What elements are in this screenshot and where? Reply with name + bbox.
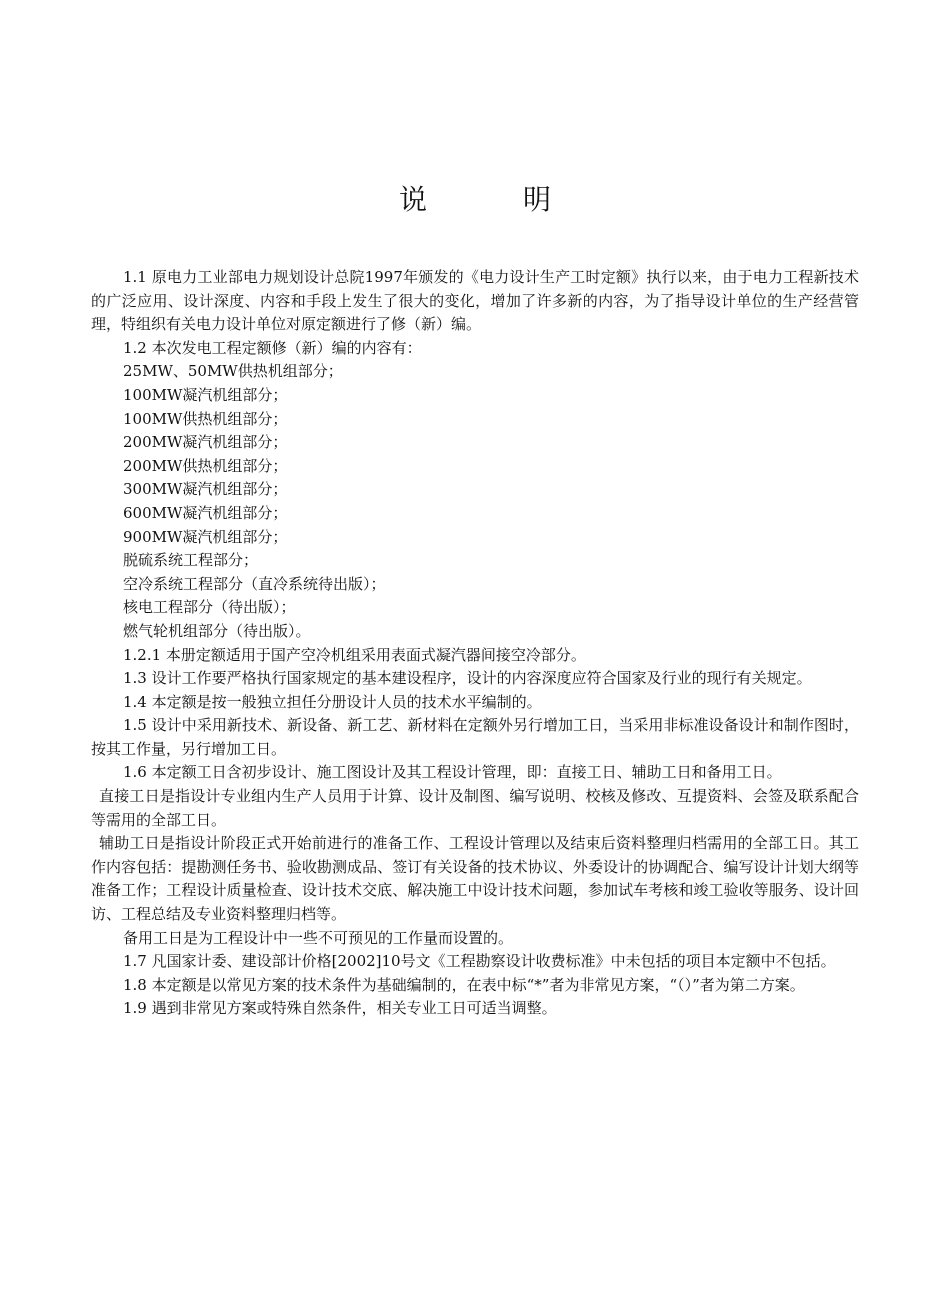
paragraph-direct-workdays: 直接工日是指设计专业组内生产人员用于计算、设计及制图、编写说明、校核及修改、互提资料、会签及联系配合等需用的全部工日。 xyxy=(91,787,859,829)
paragraph-1-1: 1.1 原电力工业部电力规划设计总院1997年颁发的《电力设计生产工时定额》执行以来，由于电力工程新技术的广泛应用、设计深度、内容和手段上发生了很大的变化，增加了许多新的内容，为了指导设计单位的生产经营管理，特组织有关电力设计单位对原定额进行了修（新）编。 xyxy=(91,268,859,334)
document-page xyxy=(91,0,859,1290)
list-item: 空冷系统工程部分（直冷系统待出版）； xyxy=(123,574,386,593)
page-title: 说 明 xyxy=(398,183,585,216)
paragraph-1-2-1: 1.2.1 本册定额适用于国产空冷机组采用表面式凝汽器间接空冷部分。 xyxy=(123,645,586,664)
paragraph-1-6: 1.6 本定额工日含初步设计、施工图设计及其工程设计管理，即：直接工日、辅助工日和备用工日。 xyxy=(123,763,782,782)
paragraph-1-5: 1.5 设计中采用新技术、新设备、新工艺、新材料在定额外另行增加工日，当采用非标准设备设计和制作图时，按其工作量，另行增加工日。 xyxy=(91,716,859,758)
list-item: 100MW供热机组部分； xyxy=(123,409,288,428)
list-item: 600MW凝汽机组部分； xyxy=(123,503,288,522)
list-item: 200MW凝汽机组部分； xyxy=(123,433,288,452)
paragraph-reserve-workdays: 备用工日是为工程设计中一些不可预见的工作量而设置的。 xyxy=(123,928,514,947)
paragraph-1-8: 1.8 本定额是以常见方案的技术条件为基础编制的，在表中标“*”者为非常见方案，“（）”者为第二方案。 xyxy=(123,975,805,994)
paragraph-1-4: 1.4 本定额是按一般独立担任分册设计人员的技术水平编制的。 xyxy=(123,692,542,711)
list-item: 200MW供热机组部分； xyxy=(123,456,288,475)
paragraph-1-7: 1.7 凡国家计委、建设部计价格[2002]10号文《工程勘察设计收费标准》中未包括的项目本定额中不包括。 xyxy=(123,952,836,971)
list-item: 脱硫系统工程部分； xyxy=(123,551,259,570)
paragraph-1-9: 1.9 遇到非常见方案或特殊自然条件，相关专业工日可适当调整。 xyxy=(123,999,557,1018)
list-item: 900MW凝汽机组部分； xyxy=(123,527,288,546)
list-item: 300MW凝汽机组部分； xyxy=(123,480,288,499)
list-item: 25MW、50MW供热机组部分； xyxy=(123,362,343,381)
paragraph-auxiliary-workdays: 辅助工日是指设计阶段正式开始前进行的准备工作、工程设计管理以及结束后资料整理归档需用的全部工日。其工作内容包括：提勘测任务书、验收勘测成品、签订有关设备的技术协议、外委设计的协调配合、编写设计计划大纲等准备工作；工程设计质量检查、设计技术交底、解决施工中设计技术问题，参加试车考核和竣工验收等服务、设计回访、工程总结及专业资料整理归档等。 xyxy=(91,834,859,924)
paragraph-1-3: 1.3 设计工作要严格执行国家规定的基本建设程序，设计的内容深度应符合国家及行业的现行有关规定。 xyxy=(123,669,812,688)
paragraph-1-2: 1.2 本次发电工程定额修（新）编的内容有： xyxy=(123,338,422,357)
body-text xyxy=(91,266,859,1021)
list-item: 100MW凝汽机组部分； xyxy=(123,385,288,404)
list-item: 燃气轮机组部分（待出版）。 xyxy=(123,621,311,640)
list-item: 核电工程部分（待出版）； xyxy=(123,598,296,617)
